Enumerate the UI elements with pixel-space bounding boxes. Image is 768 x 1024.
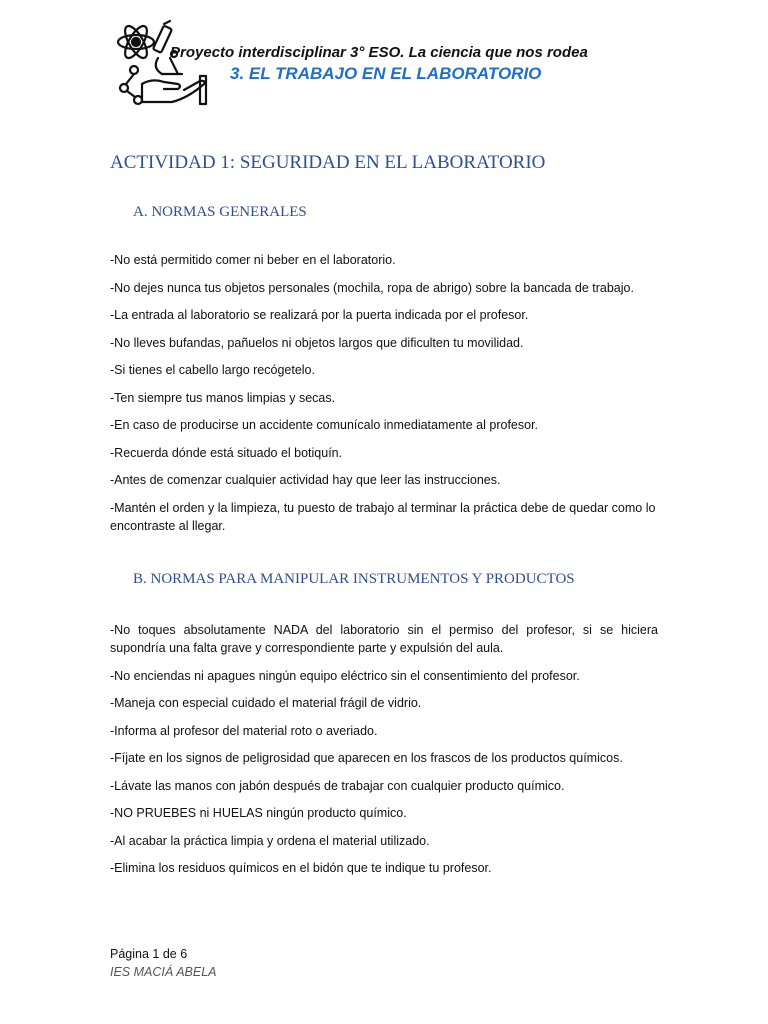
header-title: Proyecto interdisciplinar 3° ESO. La ciencia que nos rodea bbox=[170, 44, 588, 61]
rule-item: -La entrada al laboratorio se realizará por la puerta indicada por el profesor. bbox=[110, 308, 529, 322]
rule-item: -Recuerda dónde está situado el botiquín. bbox=[110, 445, 343, 460]
activity-title: ACTIVIDAD 1: SEGURIDAD EN EL LABORATORIO bbox=[110, 152, 546, 173]
rule-item: -NO PRUEBES ni HUELAS ningún producto químico. bbox=[110, 806, 407, 820]
footer-school-name: IES MACIÁ ABELA bbox=[110, 965, 217, 979]
section-title-normas-instrumentos: B. NORMAS PARA MANIPULAR INSTRUMENTOS Y PRODUCTOS bbox=[133, 571, 575, 587]
rules-list-normas-generales bbox=[110, 251, 658, 544]
rule-item: -No enciendas ni apagues ningún equipo eléctrico sin el consentimiento del profesor. bbox=[110, 668, 580, 683]
rule-item: -Ten siempre tus manos limpias y secas. bbox=[110, 390, 336, 405]
rule-item: -Informa al profesor del material roto o averiado. bbox=[110, 723, 378, 738]
rule-item: -Mantén el orden y la limpieza, tu puesto de trabajo al terminar la práctica debe de quedar como lo encontraste al llegar. bbox=[110, 500, 656, 533]
rule-item: -Fíjate en los signos de peligrosidad que aparecen en los frascos de los productos químicos. bbox=[110, 751, 623, 765]
rule-item: -En caso de producirse un accidente comunícalo inmediatamente al profesor. bbox=[110, 418, 539, 432]
rule-item: -Si tienes el cabello largo recógetelo. bbox=[110, 363, 315, 377]
rule-item: -No lleves bufandas, pañuelos ni objetos largos que dificulten tu movilidad. bbox=[110, 335, 524, 350]
footer-page-number: Página 1 de 6 bbox=[110, 947, 188, 961]
rule-item: -Maneja con especial cuidado el material frágil de vidrio. bbox=[110, 696, 422, 710]
rule-item: -Elimina los residuos químicos en el bidón que te indique tu profesor. bbox=[110, 861, 492, 875]
rule-item: -No toques absolutamente NADA del laboratorio sin el permiso del profesor, si se hiciera supondría una falta grave y correspondiente parte y expulsión del aula. bbox=[110, 623, 658, 655]
header-subtitle: 3. EL TRABAJO EN EL LABORATORIO bbox=[230, 64, 542, 83]
rule-item: -No dejes nunca tus objetos personales (mochila, ropa de abrigo) sobre la bancada de trabajo. bbox=[110, 280, 634, 295]
rule-item: -Lávate las manos con jabón después de trabajar con cualquier producto químico. bbox=[110, 778, 565, 793]
rule-item: -No está permitido comer ni beber en el laboratorio. bbox=[110, 253, 396, 267]
rule-item: -Antes de comenzar cualquier actividad hay que leer las instrucciones. bbox=[110, 473, 501, 487]
rules-list-normas-instrumentos bbox=[110, 621, 658, 887]
science-lab-logo-icon bbox=[112, 18, 210, 110]
rule-item: -Al acabar la práctica limpia y ordena el material utilizado. bbox=[110, 833, 430, 848]
section-title-normas-generales: A. NORMAS GENERALES bbox=[133, 204, 307, 220]
